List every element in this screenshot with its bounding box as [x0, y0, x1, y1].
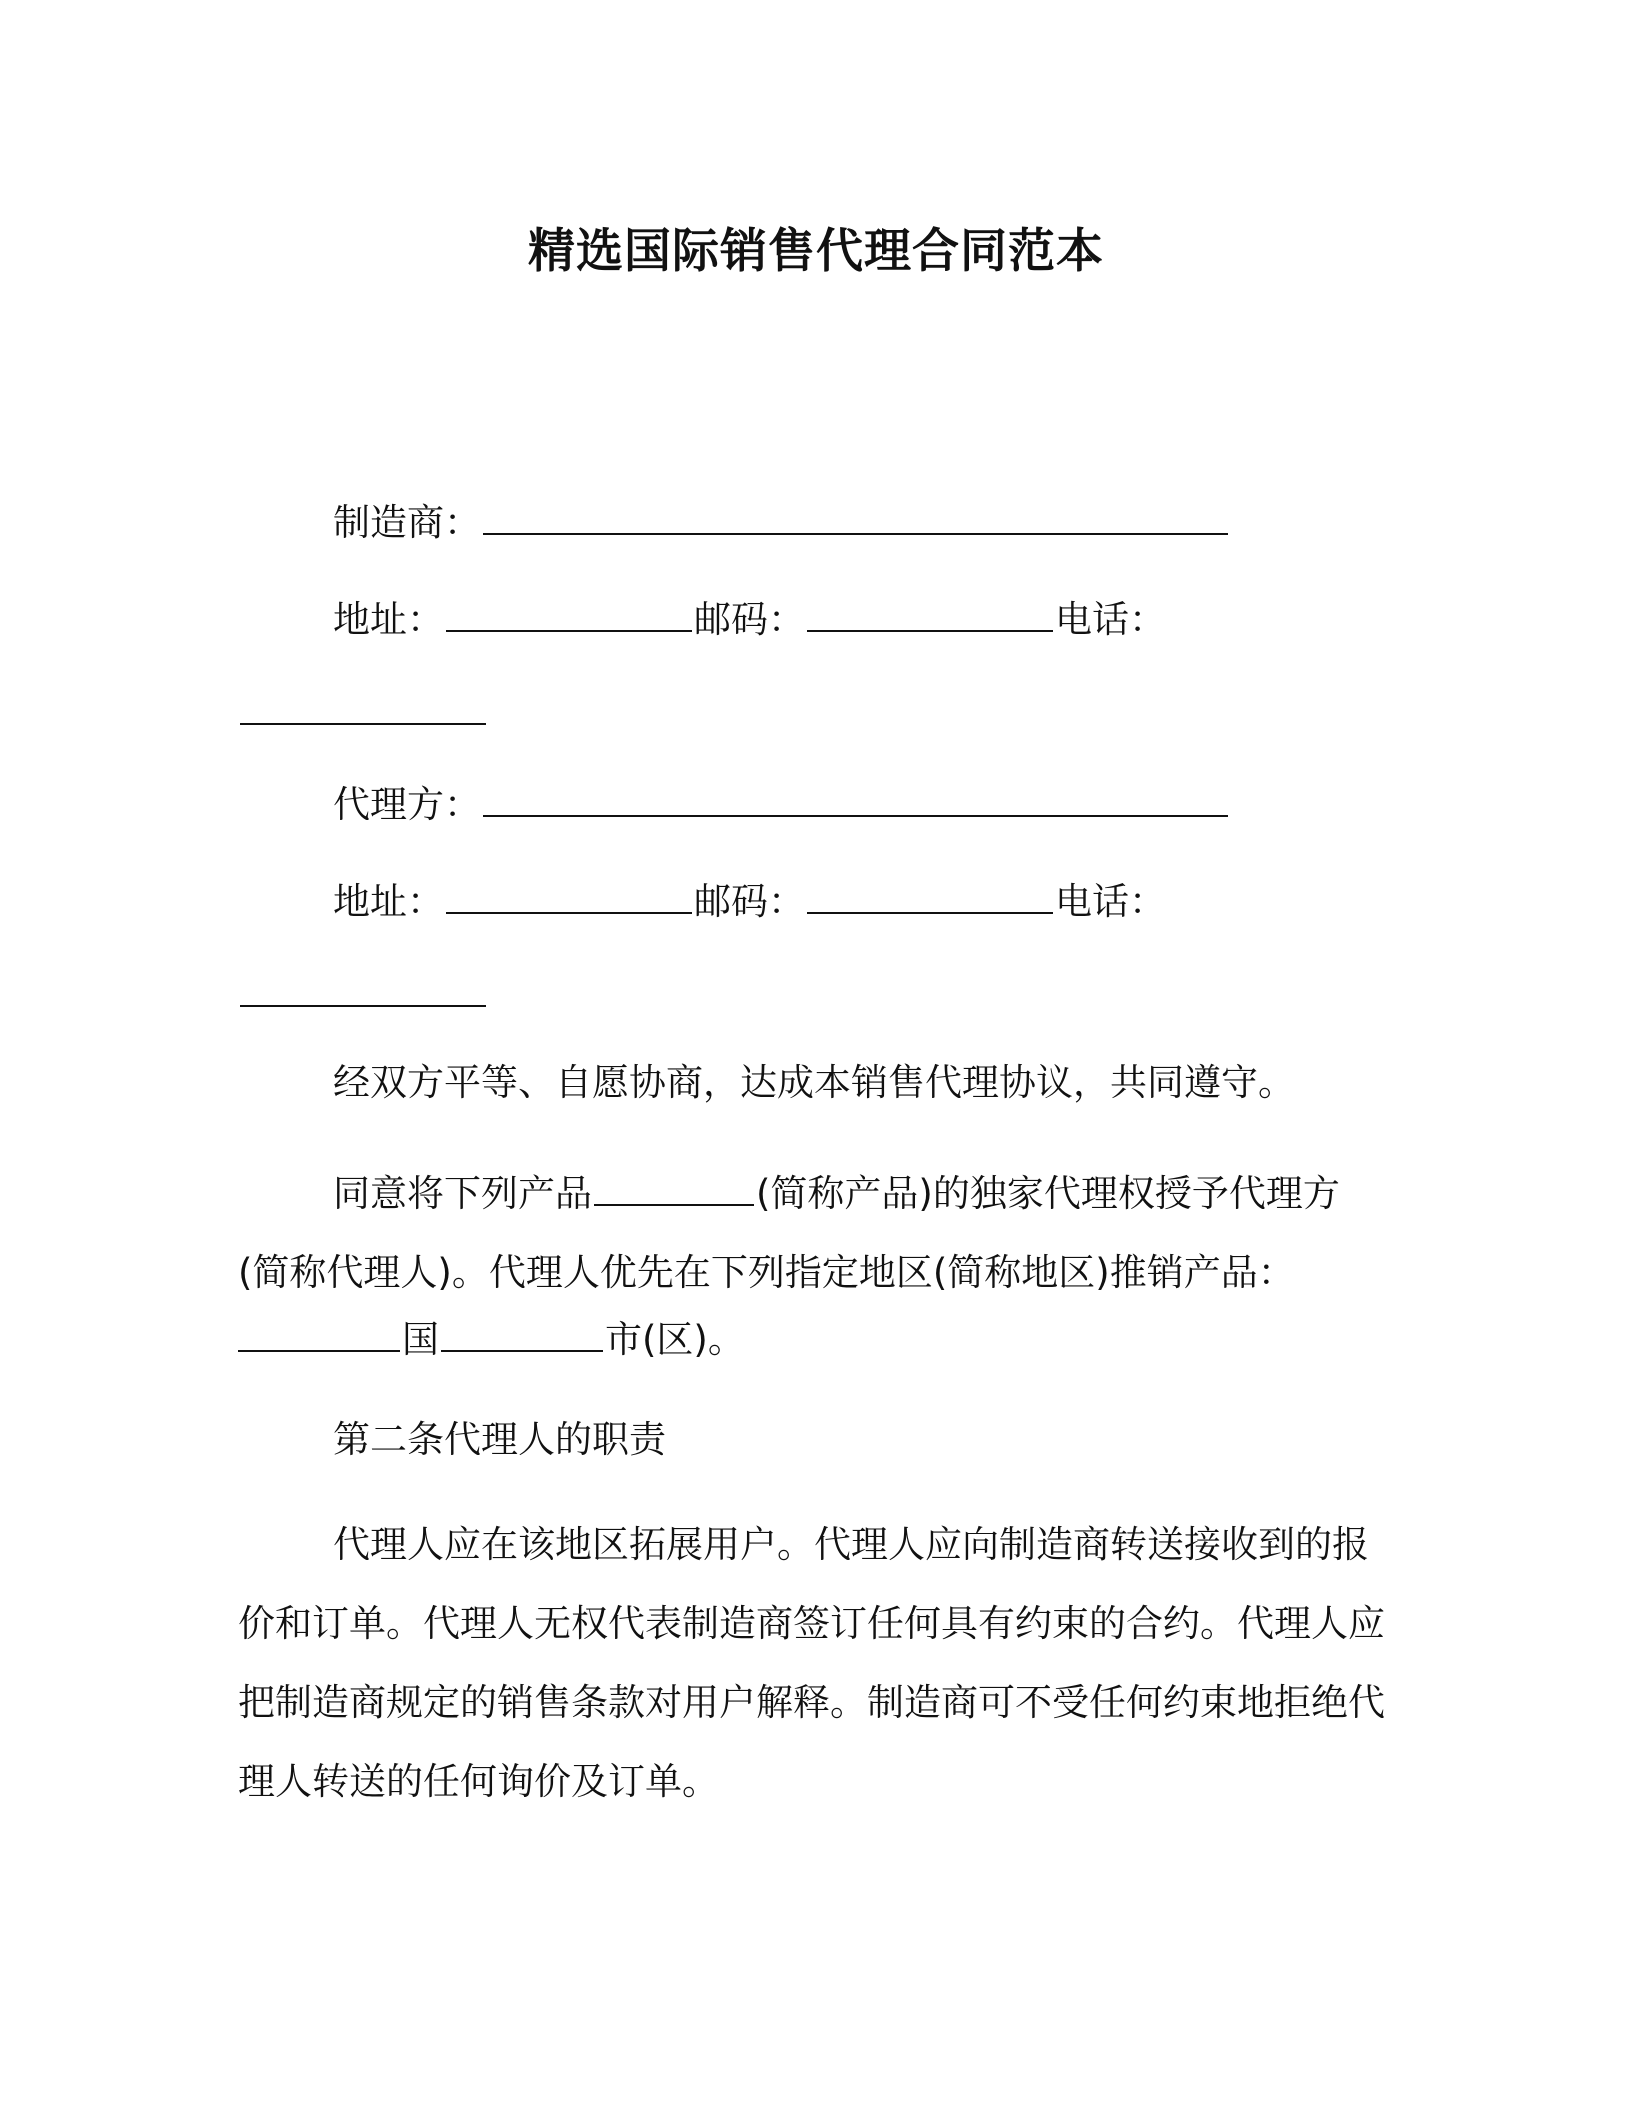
- agent-contact-line: [333, 877, 1166, 927]
- manufacturer-address-blank: [446, 596, 692, 632]
- manufacturer-phone-blank-line: [238, 688, 488, 738]
- agent-blank: [483, 781, 1228, 817]
- agent-postcode-label: 邮码：: [694, 880, 805, 923]
- manufacturer-phone-blank: [240, 689, 486, 725]
- territory-line: [238, 1315, 745, 1365]
- manufacturer-blank: [483, 499, 1228, 535]
- agent-phone-blank: [240, 971, 486, 1007]
- manufacturer-address-label: 地址：: [333, 598, 444, 641]
- manufacturer-postcode-label: 邮码：: [694, 598, 805, 641]
- agent-phone-label: 电话：: [1055, 880, 1166, 923]
- manufacturer-line: [333, 498, 1230, 548]
- clause1-text-part2: (简称产品)的独家代理权授予代理方(简称代理人)。代理人优先在下列指定地区(简称地区)推销产品：: [238, 1172, 1340, 1294]
- agent-phone-blank-line: [238, 970, 488, 1020]
- agent-postcode-blank: [807, 878, 1053, 914]
- section2-body: 代理人应在该地区拓展用户。代理人应向制造商转送接收到的报价和订单。代理人无权代表制造商签订任何具有约束的合约。代理人应把制造商规定的销售条款对用户解释。制造商可不受任何约束地拒绝代理人转送的任何询价及订单。: [238, 1523, 1385, 1803]
- city-label: 市(区)。: [605, 1318, 745, 1361]
- agent-line: [333, 780, 1230, 830]
- document-title: 精选国际销售代理合同范本: [528, 224, 1104, 279]
- clause1-text-part1: 同意将下列产品: [333, 1172, 592, 1215]
- city-blank: [441, 1316, 603, 1352]
- manufacturer-label: 制造商：: [333, 501, 481, 544]
- manufacturer-phone-label: 电话：: [1055, 598, 1166, 641]
- agent-label: 代理方：: [333, 783, 481, 826]
- intro-paragraph: 经双方平等、自愿协商，达成本销售代理协议，共同遵守。: [333, 1061, 1295, 1104]
- manufacturer-contact-line: [333, 595, 1166, 645]
- country-blank: [238, 1316, 400, 1352]
- manufacturer-postcode-blank: [807, 596, 1053, 632]
- country-label: 国: [402, 1318, 439, 1361]
- section2-heading: 第二条代理人的职责: [333, 1418, 666, 1461]
- agent-address-label: 地址：: [333, 880, 444, 923]
- agent-address-blank: [446, 878, 692, 914]
- product-blank: [594, 1170, 754, 1206]
- clause1-paragraph: [238, 1154, 1388, 1312]
